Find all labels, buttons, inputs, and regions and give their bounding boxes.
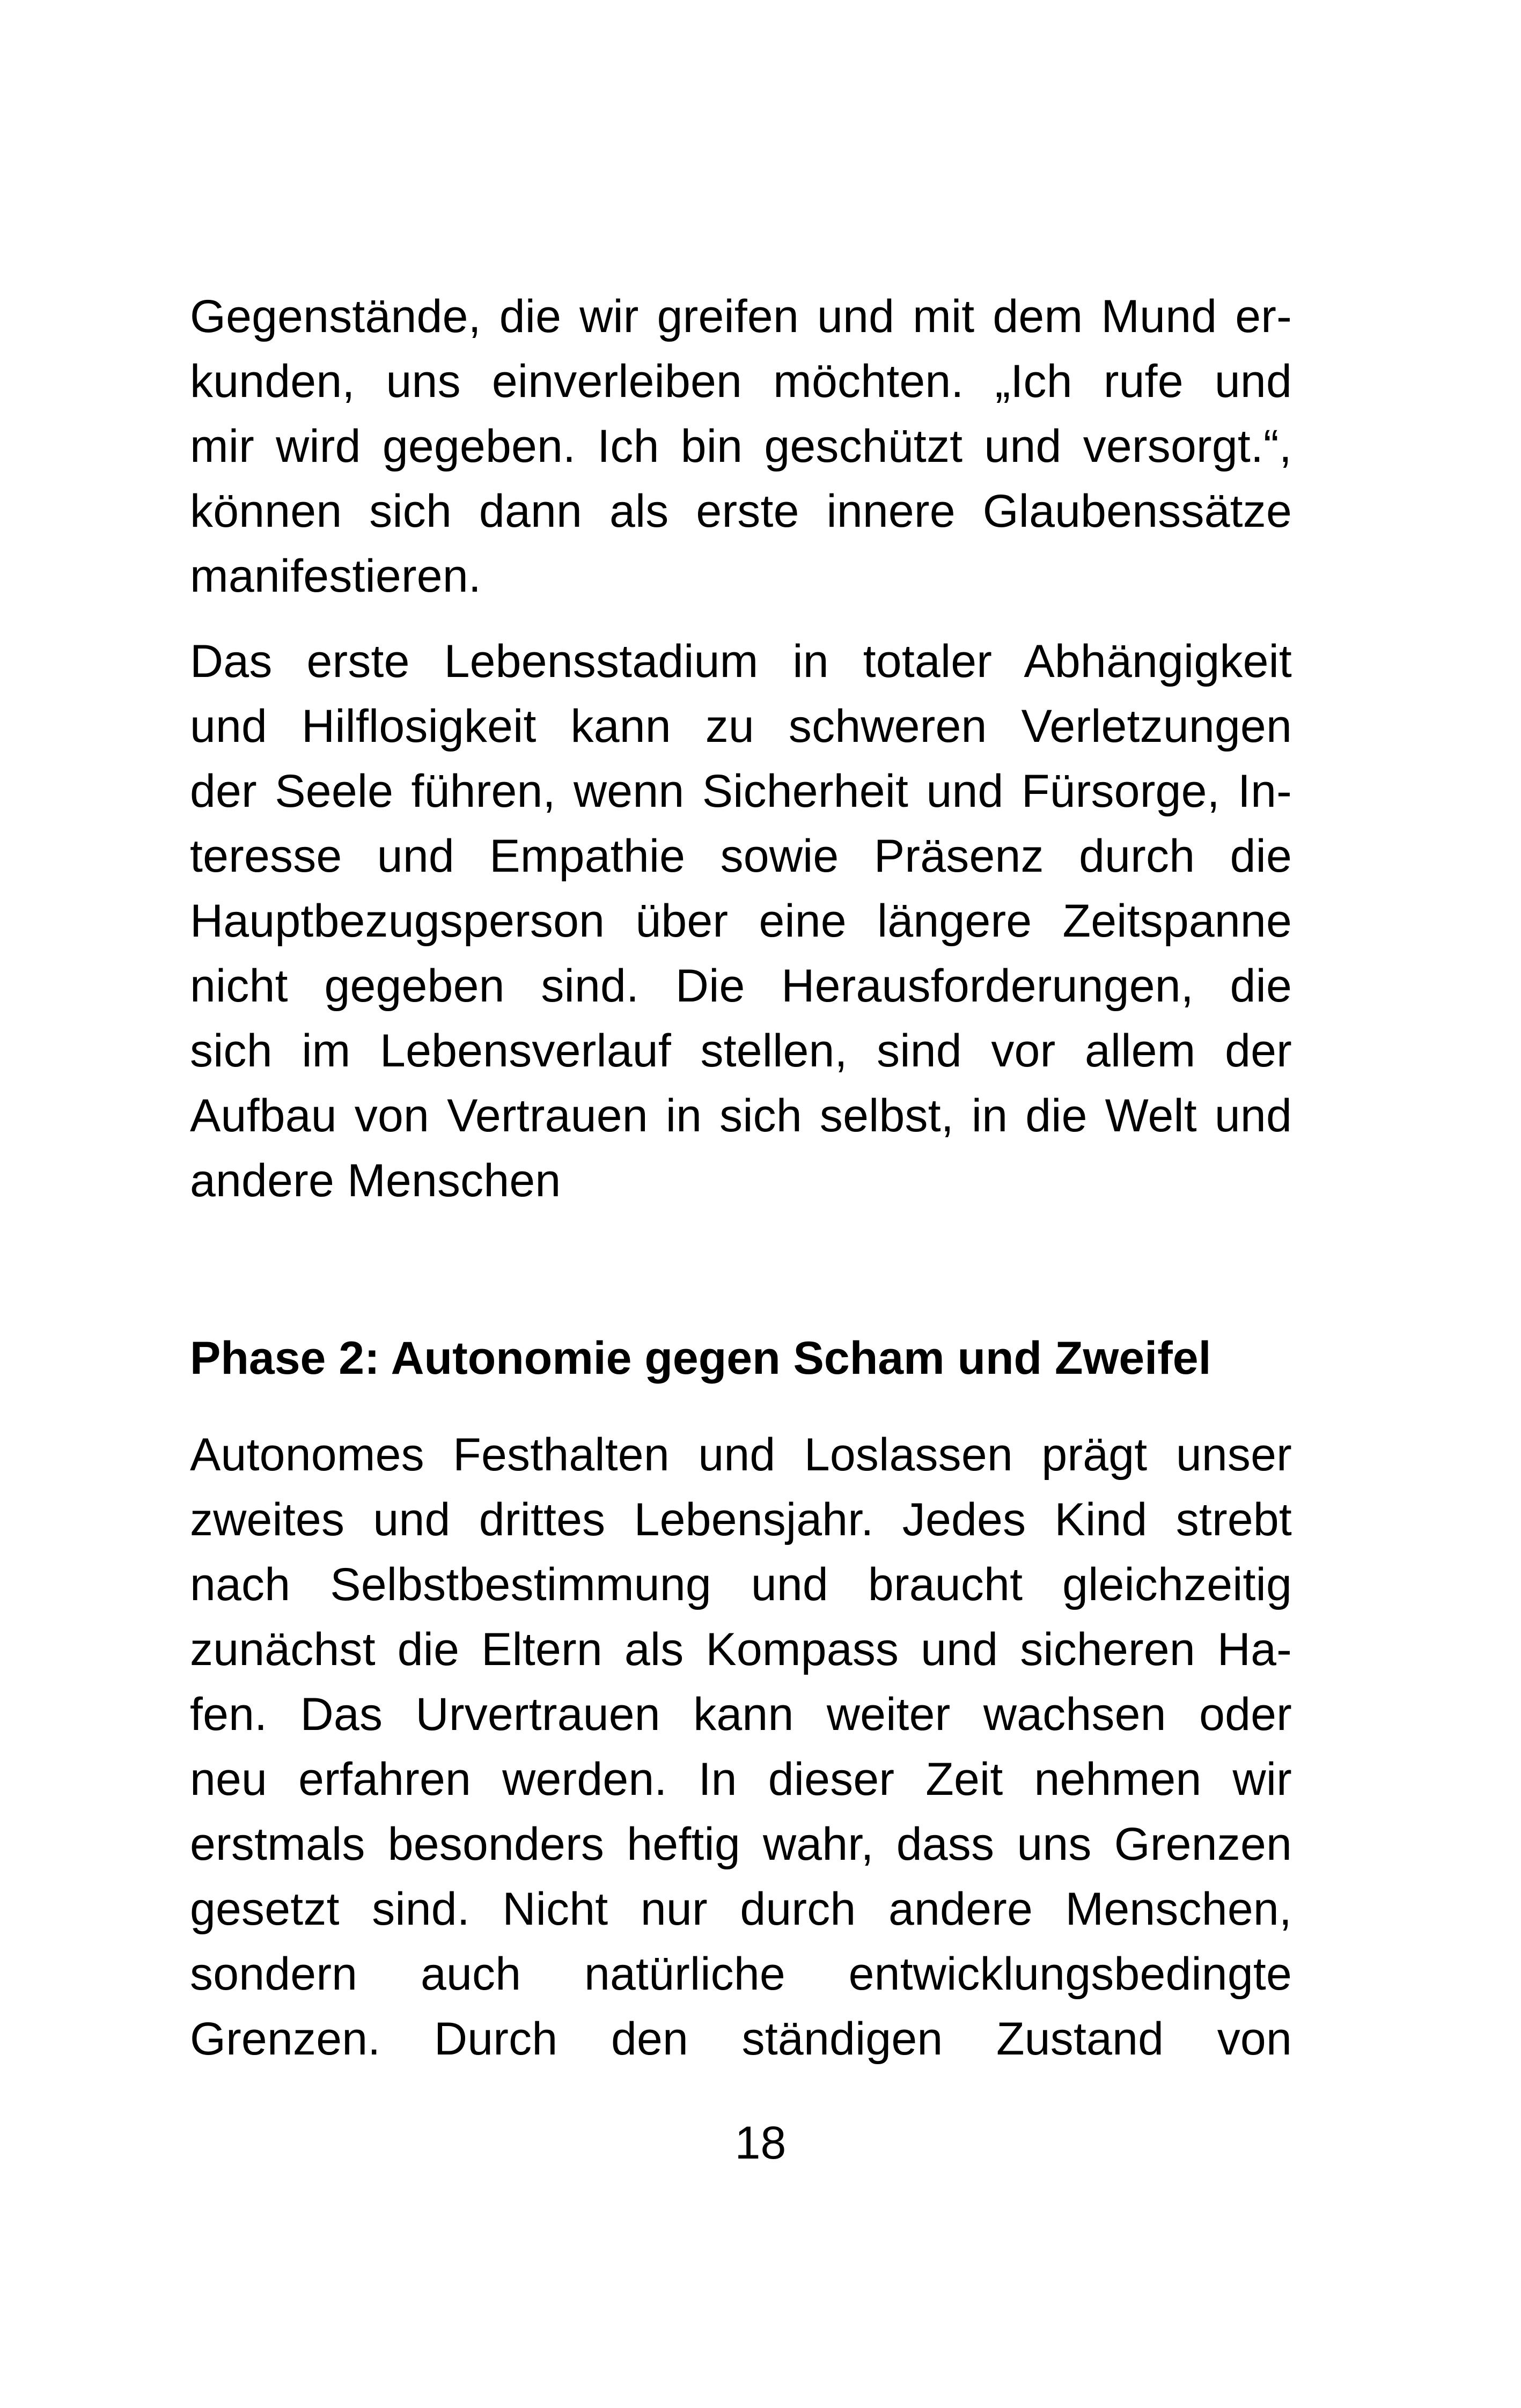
paragraph-2-line: Das erste Lebensstadium in totaler Abhängigkeit: [190, 636, 1292, 687]
paragraph-2-line: andere Menschen: [190, 1155, 561, 1206]
paragraph-2-line: Hauptbezugsperson über eine längere Zeitspanne: [190, 895, 1292, 947]
paragraph-3-line: gesetzt sind. Nicht nur durch andere Menschen,: [190, 1883, 1292, 1935]
paragraph-3-line: zweites und drittes Lebensjahr. Jedes Kind strebt: [190, 1494, 1292, 1545]
paragraph-3-line: sondern auch natürliche entwicklungsbedingte: [190, 1948, 1292, 2000]
paragraph-2-line: Aufbau von Vertrauen in sich selbst, in die Welt und: [190, 1090, 1292, 1142]
paragraph-3-line: neu erfahren werden. In dieser Zeit nehmen wir: [190, 1754, 1292, 1805]
paragraph-1-line: kunden, uns einverleiben möchten. „Ich rufe und: [190, 356, 1292, 407]
paragraph-3-line: zunächst die Eltern als Kompass und sicheren Ha-: [190, 1624, 1292, 1675]
paragraph-1-line: Gegenstände, die wir greifen und mit dem Mund er-: [190, 291, 1292, 342]
paragraph-2-line: und Hilflosigkeit kann zu schweren Verletzungen: [190, 701, 1292, 752]
paragraph-1-line: mir wird gegeben. Ich bin geschützt und versorgt.“,: [190, 421, 1292, 472]
paragraph-1-line: können sich dann als erste innere Glaubenssätze: [190, 485, 1292, 537]
paragraph-2-line: der Seele führen, wenn Sicherheit und Fürsorge, In-: [190, 765, 1292, 817]
paragraph-3-line: nach Selbstbestimmung und braucht gleichzeitig: [190, 1559, 1292, 1610]
paragraph-2-line: nicht gegeben sind. Die Herausforderungen, die: [190, 960, 1292, 1012]
paragraph-3-line: erstmals besonders heftig wahr, dass uns Grenzen: [190, 1818, 1292, 1870]
paragraph-3-line: Autonomes Festhalten und Loslassen prägt unser: [190, 1429, 1292, 1481]
paragraph-3-line: fen. Das Urvertrauen kann weiter wachsen oder: [190, 1689, 1292, 1740]
page-number: 18: [734, 2117, 787, 2169]
paragraph-3-line: Grenzen. Durch den ständigen Zustand von: [190, 2013, 1292, 2065]
paragraph-2-line: sich im Lebensverlauf stellen, sind vor allem der: [190, 1025, 1292, 1077]
paragraph-2-line: teresse und Empathie sowie Präsenz durch die: [190, 830, 1292, 882]
paragraph-1-line: manifestieren.: [190, 550, 481, 602]
section-heading: Phase 2: Autonomie gegen Scham und Zweifel: [190, 1332, 1211, 1384]
